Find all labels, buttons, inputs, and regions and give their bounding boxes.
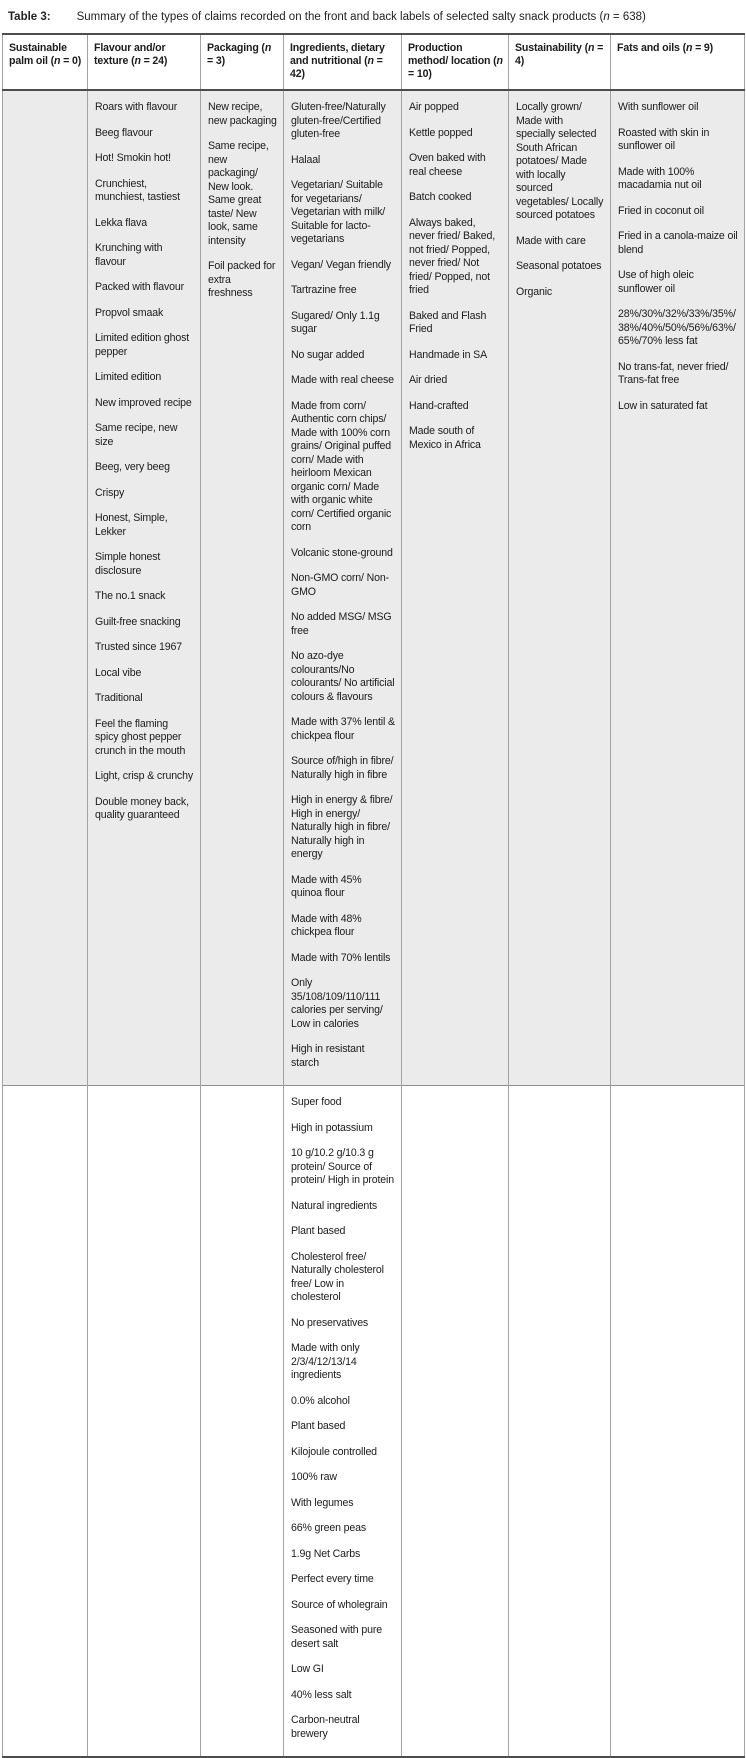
table-caption-label: Table 3:: [8, 11, 51, 23]
header-n: n: [685, 42, 693, 54]
claim-item: Double money back, quality guaranteed: [95, 795, 189, 821]
cell-content: [202, 1087, 282, 1706]
claims-table: [2, 33, 745, 1758]
claim-item: Natural ingredients: [291, 1199, 378, 1212]
claim-item: High in energy & fibre/ High in energy/ Naturally high in fibre/ Naturally high in energy: [291, 794, 393, 860]
header-n: n: [264, 42, 272, 54]
column-header-fats-oils: [611, 34, 745, 90]
cell-flavour-texture-block1: [88, 90, 201, 1086]
header-count: = 10): [408, 68, 432, 80]
table-caption-text-after: = 638): [609, 11, 646, 23]
header-n: n: [54, 55, 61, 67]
claim-item: Vegan/ Vegan friendly: [291, 258, 391, 271]
claim-item: Roars with flavour: [95, 101, 178, 113]
cell-content: [403, 92, 507, 965]
claim-item: Locally grown/ Made with specially selected South African potatoes/ Made with locally sourced vegetables/ Locally sourced potatoes: [516, 101, 604, 221]
cell-content: [612, 1087, 743, 1706]
claim-item: With sunflower oil: [618, 101, 699, 113]
claim-item: Roasted with skin in sunflower oil: [618, 126, 710, 152]
claim-item: Same recipe, new size: [95, 422, 178, 448]
cell-packaging-block2: [201, 1086, 284, 1758]
header-paren: (: [258, 42, 265, 54]
cell-ingredients-block1: [284, 90, 402, 1086]
claim-item: Air dried: [409, 374, 448, 386]
cell-content: [612, 92, 743, 965]
claim-item: Source of wholegrain: [291, 1598, 388, 1611]
claim-item: Batch cooked: [409, 191, 472, 203]
table-caption-text-before: Summary of the types of claims recorded on the front and back labels of selected salty snack products (: [76, 11, 604, 23]
claim-item: Volcanic stone-ground: [291, 546, 393, 559]
claim-item: Limited edition ghost pepper: [95, 332, 190, 358]
table-caption-n: n: [603, 11, 610, 23]
header-count: = 4): [515, 42, 604, 67]
claim-item: Fried in coconut oil: [618, 204, 704, 217]
claim-item: Made with 70% lentils: [291, 951, 391, 964]
claim-item: Seasoned with pure desert salt: [291, 1624, 382, 1650]
claim-item: Made south of Mexico in Africa: [409, 425, 481, 451]
claim-item: Made with 100% macadamia nut oil: [618, 165, 702, 191]
header-label: Sustainability: [515, 42, 582, 54]
claim-item: 10 g/10.2 g/10.3 g protein/ Source of protein/ High in protein: [291, 1147, 394, 1186]
cell-content: [285, 1087, 400, 1755]
claim-item: Local vibe: [95, 666, 142, 679]
cell-ingredients-block2: [284, 1086, 402, 1758]
cell-sustainability-block2: [509, 1086, 611, 1758]
claim-item: With legumes: [291, 1496, 354, 1509]
claim-item: New improved recipe: [95, 396, 192, 409]
header-paren: (: [47, 55, 54, 67]
claim-item: Foil packed for extra freshness: [208, 260, 276, 299]
cell-content: [89, 92, 199, 965]
claim-item: Handmade in SA: [409, 348, 487, 361]
cell-production-method-block1: [402, 90, 509, 1086]
claim-item: 66% green peas: [291, 1522, 367, 1534]
header-count: = 24): [140, 55, 168, 67]
claim-item: Seasonal potatoes: [516, 260, 602, 272]
cell-content: [4, 1087, 86, 1706]
claim-item: Baked and Flash Fried: [409, 309, 487, 335]
claim-item: No preservatives: [291, 1316, 369, 1329]
column-header-sustainability: [509, 34, 611, 90]
claim-item: Light, crisp & crunchy: [95, 770, 193, 782]
header-label: Production method/ location: [408, 42, 491, 67]
claim-item: No sugar added: [291, 348, 365, 361]
claim-item: Crunchiest, munchiest, tastiest: [95, 177, 180, 203]
claim-item: Gluten-free/Naturally gluten-free/Certified gluten-free: [291, 101, 386, 140]
header-paren: (: [679, 42, 686, 54]
cell-content: [403, 1087, 507, 1706]
cell-content: [89, 1087, 199, 1706]
header-count: = 42): [290, 55, 383, 80]
header-paren: (: [490, 55, 497, 67]
claim-item: No azo-dye colourants/No colourants/ No artificial colours & flavours: [291, 650, 395, 703]
cell-fats-oils-block1: [611, 90, 745, 1086]
claim-item: Made with 45% quinoa flour: [291, 873, 362, 899]
column-header-sustainable-palm-oil: [3, 34, 88, 90]
claim-item: Tartrazine free: [291, 284, 357, 296]
header-label: Packaging: [207, 42, 259, 54]
claim-item: Krunching with flavour: [95, 242, 163, 268]
claim-item: Super food: [291, 1096, 342, 1108]
header-paren: (: [361, 55, 368, 67]
header-label: Flavour and/or texture: [94, 42, 166, 67]
claim-item: Traditional: [95, 692, 143, 704]
cell-content: [4, 92, 86, 965]
cell-sustainable-palm-oil-block2: [3, 1086, 88, 1758]
header-label: Fats and oils: [617, 42, 680, 54]
claim-item: Vegetarian/ Suitable for vegetarians/ Vegetarian with milk/ Suitable for lacto-vegetarians: [291, 179, 386, 245]
claim-item: Use of high oleic sunflower oil: [618, 269, 694, 295]
claim-item: High in resistant starch: [291, 1043, 365, 1069]
cell-content: [202, 92, 282, 965]
cell-flavour-texture-block2: [88, 1086, 201, 1758]
cell-content: [510, 92, 609, 965]
cell-content: [285, 92, 400, 1084]
claim-item: Beeg, very beeg: [95, 461, 170, 473]
claim-item: Limited edition: [95, 371, 162, 383]
header-n: n: [367, 55, 374, 67]
claim-item: Plant based: [291, 1420, 346, 1432]
claim-item: Halaal: [291, 153, 321, 166]
claim-item: Low in saturated fat: [618, 399, 708, 412]
claim-item: Simple honest disclosure: [95, 551, 161, 577]
claim-item: Oven baked with real cheese: [409, 152, 486, 178]
cell-production-method-block2: [402, 1086, 509, 1758]
cell-sustainability-block1: [509, 90, 611, 1086]
header-label: Ingredients, dietary and nutritional: [290, 42, 385, 67]
column-header-packaging: [201, 34, 284, 90]
claim-item: Plant based: [291, 1225, 346, 1237]
header-n: n: [587, 42, 595, 54]
claim-item: 0.0% alcohol: [291, 1394, 350, 1407]
claim-item: Cholesterol free/ Naturally cholesterol free/ Low in cholesterol: [291, 1250, 384, 1303]
claim-item: Propvol smaak: [95, 306, 164, 319]
claim-item: Lekka flava: [95, 216, 147, 229]
table-caption-text: [77, 11, 646, 23]
claim-item: Sugared/ Only 1.1g sugar: [291, 309, 380, 335]
claim-item: Made with real cheese: [291, 374, 394, 386]
claim-item: Trusted since 1967: [95, 641, 183, 653]
claim-item: Source of/high in fibre/ Naturally high in fibre: [291, 755, 394, 781]
cell-sustainable-palm-oil-block1: [3, 90, 88, 1086]
claim-item: 40% less salt: [291, 1688, 352, 1701]
header-count: = 0): [60, 55, 82, 67]
claim-item: 100% raw: [291, 1471, 337, 1483]
claim-item: No trans-fat, never fried/ Trans-fat free: [618, 360, 729, 386]
claim-item: Perfect every time: [291, 1573, 374, 1585]
claim-item: Feel the flaming spicy ghost pepper crunch in the mouth: [95, 717, 186, 757]
claim-item: 1.9g Net Carbs: [291, 1547, 361, 1560]
claim-item: Hot! Smokin hot!: [95, 152, 171, 164]
claim-item: Carbon-neutral brewery: [291, 1714, 360, 1740]
claim-item: Non-GMO corn/ Non-GMO: [291, 572, 389, 598]
header-count: = 3): [207, 55, 225, 67]
claim-item: No added MSG/ MSG free: [291, 611, 392, 637]
cell-packaging-block1: [201, 90, 284, 1086]
claim-item: 28%/30%/32%/33%/35%/38%/40%/50%/56%/63%/65%/70% less fat: [618, 308, 736, 347]
claim-item: Guilt-free snacking: [95, 615, 181, 628]
claim-item: Always baked, never fried/ Baked, not fried/ Popped, never fried/ Not fried/ Popped, not fried: [409, 216, 496, 296]
claim-item: Made with 37% lentil & chickpea flour: [291, 716, 395, 742]
header-paren: (: [581, 42, 588, 54]
claim-item: Kettle popped: [409, 126, 473, 139]
column-header-production-method: [402, 34, 509, 90]
claim-item: Hand-crafted: [409, 399, 469, 412]
header-count: = 9): [692, 42, 714, 54]
cell-content: [510, 1087, 609, 1706]
header-paren: (: [128, 55, 135, 67]
table-row: [3, 1086, 745, 1758]
column-header-flavour-texture: [88, 34, 201, 90]
claim-item: Honest, Simple, Lekker: [95, 512, 168, 538]
claim-item: Crispy: [95, 486, 125, 499]
claim-item: Fried in a canola-maize oil blend: [618, 230, 738, 256]
claim-item: Kilojoule controlled: [291, 1445, 377, 1458]
table-row: [3, 90, 745, 1086]
claim-item: Made with only 2/3/4/12/13/14 ingredients: [291, 1342, 360, 1381]
claim-item: New recipe, new packaging: [208, 101, 277, 127]
cell-fats-oils-block2: [611, 1086, 745, 1758]
claim-item: Made with care: [516, 234, 586, 247]
claim-item: The no.1 snack: [95, 590, 166, 602]
table-caption: [2, 8, 744, 33]
header-n: n: [496, 55, 503, 67]
claim-item: Air popped: [409, 101, 459, 113]
claims-table-header: [3, 34, 745, 90]
claim-item: Packed with flavour: [95, 281, 185, 293]
claim-item: Made from corn/ Authentic corn chips/ Made with 100% corn grains/ Original puffed corn/ Made with heirloom Mexican organic corn/ Made with organic white corn/ Certified organic corn: [291, 399, 392, 533]
claim-item: Same recipe, new packaging/ New look. Same great taste/ New look, same intensity: [208, 140, 269, 247]
claim-item: Organic: [516, 285, 553, 298]
claim-item: Low GI: [291, 1663, 324, 1675]
header-label: Sustainable palm oil: [9, 42, 67, 67]
column-header-ingredients: [284, 34, 402, 90]
claim-item: Made with 48% chickpea flour: [291, 912, 362, 938]
header-n: n: [134, 55, 141, 67]
claim-item: Beeg flavour: [95, 126, 153, 139]
claim-item: Only 35/108/109/110/111 calories per serving/ Low in calories: [291, 977, 383, 1030]
claim-item: High in potassium: [291, 1121, 373, 1134]
